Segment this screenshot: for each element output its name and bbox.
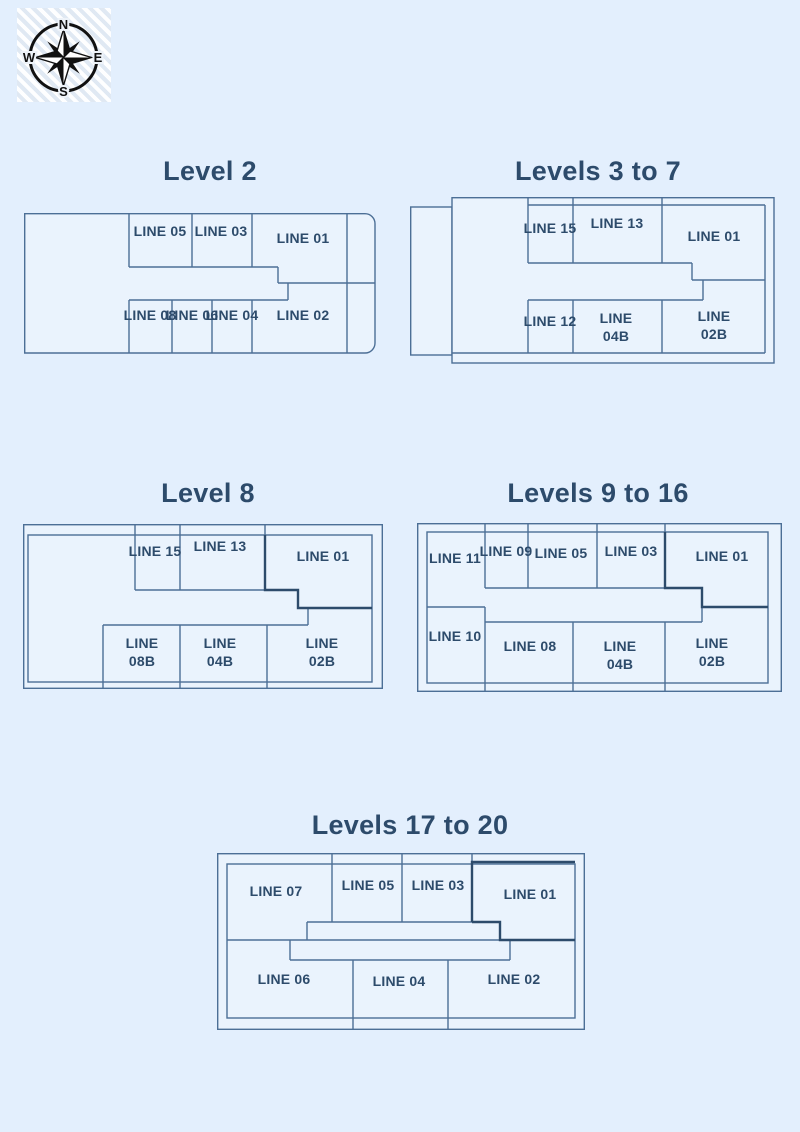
unit-line-04b[interactable]: LINE 04B — [599, 310, 633, 345]
unit-line-01[interactable]: LINE 01 — [276, 230, 330, 246]
unit-line-13[interactable]: LINE 13 — [590, 215, 644, 231]
unit-line-06[interactable]: LINE 06 — [257, 971, 311, 987]
unit-line-15[interactable]: LINE 15 — [523, 220, 577, 236]
unit-line-02b[interactable]: LINE 02B — [695, 635, 729, 670]
levels-9-16-plan — [417, 523, 782, 692]
unit-line-01[interactable]: LINE 01 — [296, 548, 350, 564]
compass-east-label: E — [93, 50, 103, 65]
unit-line-13[interactable]: LINE 13 — [193, 538, 247, 554]
unit-line-04b[interactable]: LINE 04B — [203, 635, 237, 670]
levels-9-16-title: Levels 9 to 16 — [507, 478, 689, 508]
unit-line-04[interactable]: LINE 04 — [205, 307, 259, 323]
compass-north-label: N — [58, 17, 69, 32]
level-2-title: Level 2 — [163, 156, 257, 186]
unit-line-08b[interactable]: LINE 08B — [125, 635, 159, 670]
unit-line-01[interactable]: LINE 01 — [503, 886, 557, 902]
unit-line-02[interactable]: LINE 02 — [276, 307, 330, 323]
unit-line-03[interactable]: LINE 03 — [194, 223, 248, 239]
unit-line-06[interactable]: LINE 06 — [165, 307, 219, 323]
unit-line-05[interactable]: LINE 05 — [133, 223, 187, 239]
compass-rose — [17, 8, 111, 102]
unit-line-11[interactable]: LINE 11 — [429, 550, 481, 566]
levels-17-20-floorplan — [217, 853, 585, 1030]
unit-line-08[interactable]: LINE 08 — [503, 638, 557, 654]
unit-line-08[interactable]: LINE 08 — [123, 307, 177, 323]
levels-17-20-plan — [217, 853, 585, 1030]
unit-line-05[interactable]: LINE 05 — [341, 877, 395, 893]
unit-line-03[interactable]: LINE 03 — [604, 543, 658, 559]
levels-3-7-title: Levels 3 to 7 — [515, 156, 681, 186]
unit-line-04[interactable]: LINE 04 — [372, 973, 426, 989]
level-8-title: Level 8 — [161, 478, 255, 508]
level-2-plan — [24, 213, 376, 354]
compass-icon — [17, 8, 111, 102]
compass-west-label: W — [22, 50, 36, 65]
level-8-plan — [23, 524, 383, 689]
unit-line-04b[interactable]: LINE 04B — [603, 638, 637, 673]
unit-line-07[interactable]: LINE 07 — [249, 883, 303, 899]
unit-line-01[interactable]: LINE 01 — [695, 548, 749, 564]
unit-line-02b[interactable]: LINE 02B — [305, 635, 339, 670]
unit-line-01[interactable]: LINE 01 — [687, 228, 741, 244]
levels-17-20-title: Levels 17 to 20 — [311, 810, 509, 840]
unit-line-15[interactable]: LINE 15 — [128, 543, 182, 559]
compass-south-label: S — [59, 84, 68, 99]
unit-line-03[interactable]: LINE 03 — [411, 877, 465, 893]
unit-line-10[interactable]: LINE 10 — [428, 628, 482, 644]
unit-line-02b[interactable]: LINE 02B — [697, 308, 731, 343]
unit-line-02[interactable]: LINE 02 — [487, 971, 541, 987]
unit-line-12[interactable]: LINE 12 — [523, 313, 577, 329]
unit-line-09[interactable]: LINE 09 — [479, 543, 533, 559]
unit-line-05[interactable]: LINE 05 — [534, 545, 588, 561]
levels-3-7-plan — [410, 197, 776, 365]
